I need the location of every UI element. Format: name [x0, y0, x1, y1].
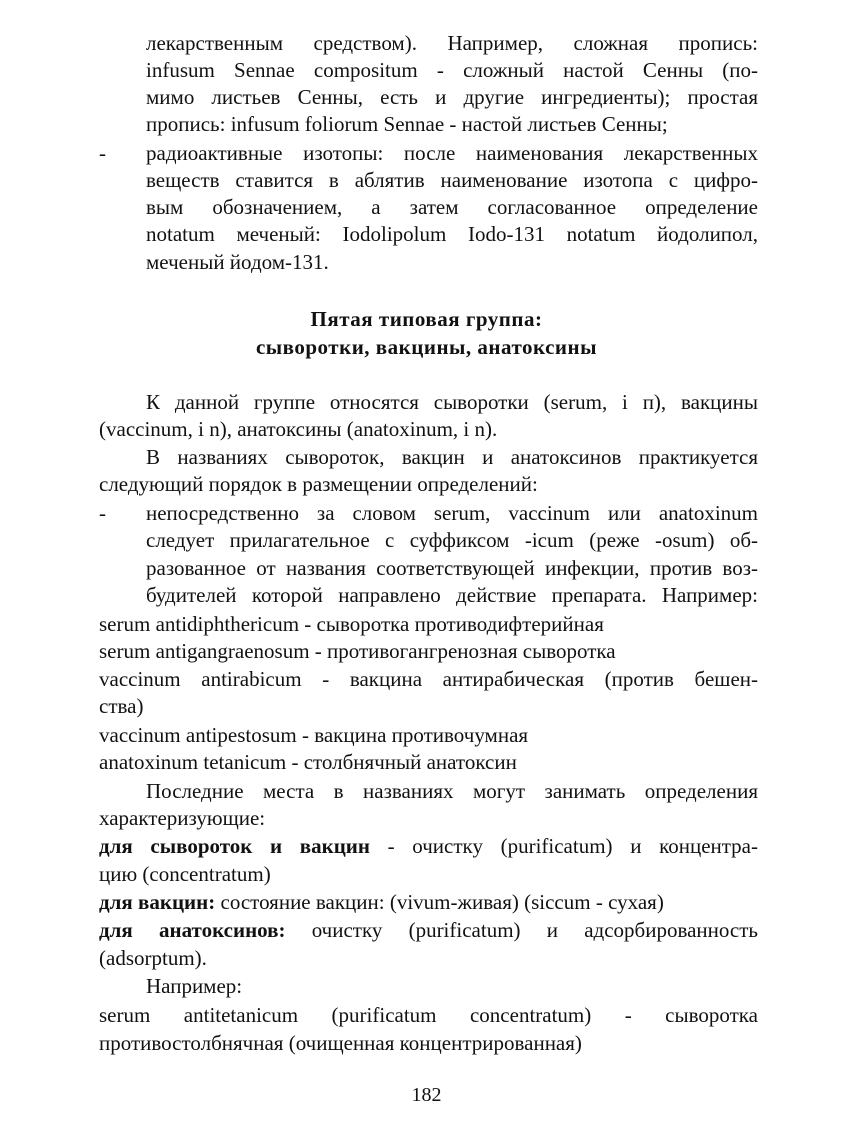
- example-line: противостолбнячная (очищенная концентрированная): [99, 1031, 582, 1055]
- text-line: К данной группе относятся сыворотки (serum, i п), вакцины: [146, 390, 758, 414]
- section-heading-line1: Пятая типовая группа:: [310, 307, 543, 331]
- list-dash: -: [99, 141, 106, 165]
- definition-term: для сывороток и вакцин: [99, 834, 370, 858]
- text-line: разованное от названия соответствующей инфекции, против воз-: [146, 556, 758, 580]
- example-line: serum antidiphthericum - сыворотка противодифтерийная: [99, 612, 604, 636]
- definition-text: - очистку (purificatum) и концентра-: [370, 834, 758, 858]
- text-line: следует прилагательное с суффиксом -icum (реже -osum) об-: [146, 528, 758, 552]
- section-heading-line2: сыворотки, вакцины, анатоксины: [255, 335, 598, 359]
- text-line: радиоактивные изотопы: после наименования лекарственных: [146, 141, 758, 165]
- definition-line: [99, 889, 758, 916]
- text-line: В названиях сывороток, вакцин и анатоксинов практикуется: [146, 445, 758, 469]
- example-line: serum antigangraenosum - противогангренозная сыворотка: [99, 639, 616, 663]
- example-line: ства): [99, 694, 144, 718]
- list-dash: -: [99, 501, 106, 525]
- page-number: 182: [411, 1084, 442, 1106]
- text-line: notatum меченый: Iodolipolum Iodo-131 notatum йодолипол,: [146, 222, 758, 246]
- definition-text: состояние вакцин: (vivum-живая) (siccum - сухая): [215, 890, 664, 914]
- text-line: infusum Sennae compositum - сложный настой Сенны (по-: [146, 58, 758, 82]
- example-line: serum antitetanicum (purificatum concentratum) - сыворотка: [99, 1003, 758, 1027]
- text-line: веществ ставится в аблятив наименование изотопа с цифро-: [146, 168, 758, 192]
- example-line: vaccinum antirabicum - вакцина антирабическая (против бешен-: [99, 667, 758, 691]
- example-line: vaccinum antipestosum - вакцина противочумная: [99, 723, 529, 747]
- text-line: Последние места в названиях могут занимать определения: [146, 779, 758, 803]
- text-line: (vaccinum, i n), анатоксины (anatoxinum, i n).: [99, 417, 498, 441]
- definition-term: для вакцин:: [99, 890, 216, 914]
- definition-line: (adsorptum).: [99, 946, 207, 970]
- definition-term: для анатоксинов:: [99, 918, 286, 942]
- definition-text: очистку (purificatum) и адсорбированность: [285, 918, 758, 942]
- example-line: anatoxinum tetanicum - столбнячный анатоксин: [99, 750, 517, 774]
- text-line: Например:: [146, 974, 243, 998]
- text-line: пропись: infusum foliorum Sennae - настой листьев Сенны;: [146, 112, 668, 136]
- text-line: следующий порядок в размещении определений:: [99, 472, 538, 496]
- text-line: лекарственным средством). Например, сложная пропись:: [146, 31, 758, 55]
- text-line: мимо листьев Сенны, есть и другие ингредиенты); простая: [146, 85, 758, 109]
- definition-line: [99, 917, 758, 944]
- definition-line: цию (concentratum): [99, 862, 271, 886]
- text-line: будителей которой направлено действие препарата. Например:: [146, 583, 758, 607]
- text-line: вым обозначением, а затем согласованное определение: [146, 195, 758, 219]
- text-line: меченый йодом-131.: [146, 250, 329, 274]
- text-line: характеризующие:: [99, 806, 266, 830]
- definition-line: [99, 833, 758, 860]
- text-line: непосредственно за словом serum, vaccinum или anatoxinum: [146, 501, 758, 525]
